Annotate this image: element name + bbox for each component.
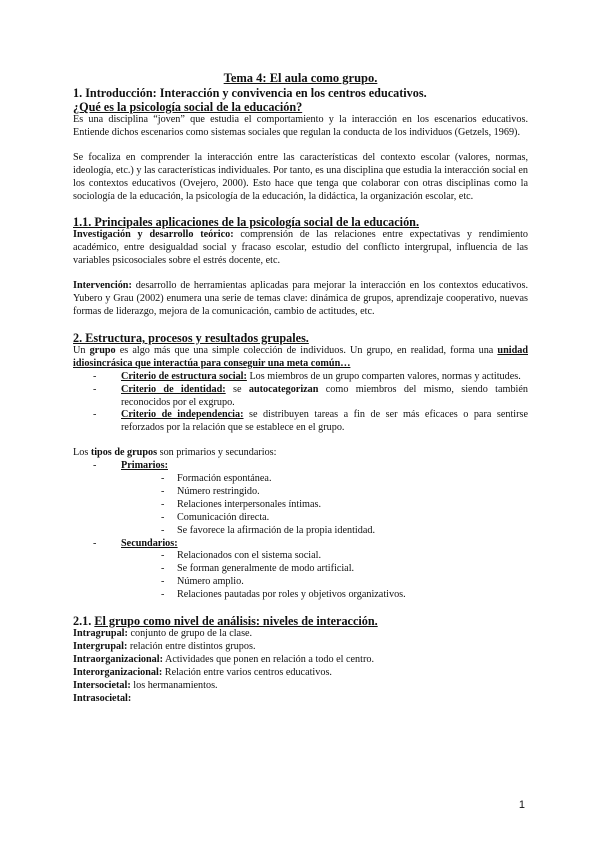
section-2-1-heading — [73, 614, 528, 628]
level-label: Intragrupal: — [73, 628, 128, 640]
criterion-text: como miembros del mismo, siendo también reconocidos por el exgrupo. — [121, 383, 529, 408]
level-label: Intraorganizacional: — [73, 653, 163, 665]
section-2-heading: 2. Estructura, procesos y resultados grupales. — [73, 330, 309, 345]
investigation-text: comprensión de las relaciones entre expectativas y rendimiento académico, entre desigualdad social y fracaso escolar, estudio del conflicto intergrupal, influencia de las variables psicosociales sobre el estrés docente, etc. — [73, 229, 528, 267]
list-item: - Número amplio. — [161, 576, 528, 589]
types-term: tipos de grupos — [90, 447, 158, 459]
list-item — [73, 680, 528, 693]
secondary-groups-label: Secundarios: — [121, 537, 178, 549]
document-page — [73, 71, 528, 706]
section-1-paragraph-2: Se focaliza en comprender la interacción entre las características del contexto escolar (valores, normas, ideología, etc.) y las características individuales. Por tanto, es una disciplina que estudia la interacción social en los contextos educativos (Ovejero, 2000). Esto hace que tenga que colaborar con otras disciplinas como la sociología de la educación, la psicología de la educación, la didáctica, la organización escolar, etc. — [73, 151, 528, 202]
level-label: Intergrupal: — [73, 641, 128, 652]
group-unity-term: unidad idiosincrásica que interactúa para conseguir una meta común… — [73, 344, 529, 369]
types-text: Los — [73, 447, 91, 459]
level-label: Intersocietal: — [73, 679, 131, 691]
level-label: Interorganizacional: — [73, 666, 163, 678]
criterion-text: se distribuyen tareas a fin de ser más eficaces o para sentirse reforzados por la relación que se establece en el grupo. — [121, 409, 528, 434]
secondary-groups-list — [121, 550, 528, 602]
list-item — [73, 693, 528, 706]
list-item — [73, 654, 528, 667]
investigation-paragraph — [73, 229, 528, 268]
list-item: - Se favorece la afirmación de la propia identidad. — [161, 525, 528, 538]
group-definition-text: es algo más que una simple colección de individuos. Un grupo, en realidad, forma una — [115, 344, 498, 356]
list-item — [107, 384, 528, 410]
level-label: Intrasocietal: — [73, 692, 132, 704]
group-definition-text: Un — [73, 344, 90, 356]
list-item — [107, 371, 528, 384]
criteria-list — [73, 371, 528, 436]
level-text: relación entre distintos grupos. — [127, 641, 256, 652]
list-item: - Se forman generalmente de modo artificial. — [161, 563, 528, 576]
intervention-label: Intervención: — [73, 280, 132, 292]
group-types-list — [73, 460, 528, 602]
level-text: Actividades que ponen en relación a todo el centro. — [162, 653, 375, 665]
section-1-heading: 1. Introducción: Interacción y convivencia en los centros educativos. — [73, 86, 427, 100]
criterion-label: Criterio de identidad: — [121, 383, 226, 395]
types-text: son primarios y secundarios: — [157, 447, 277, 459]
interaction-levels — [73, 628, 528, 705]
criterion-text: se — [225, 383, 249, 395]
document-title: Tema 4: El aula como grupo. — [223, 71, 378, 85]
group-term: grupo — [89, 344, 116, 356]
list-item: - Comunicación directa. — [161, 512, 528, 525]
criterion-label: Criterio de independencia: — [121, 409, 244, 421]
list-item — [107, 409, 528, 435]
section-1-paragraph-1: Es una disciplina “joven” que estudia el comportamiento y la interacción en los escenarios educativos. Entiende dichos escenarios como sistemas sociales que regulan la conducta de los individuos (Getzels, 1969). — [73, 114, 528, 138]
criterion-bold-term: autocategorizan — [248, 383, 319, 395]
section-2-1-number: 2.1. — [73, 614, 95, 629]
section-1-1-heading: 1.1. Principales aplicaciones de la psicología social de la educación. — [73, 215, 419, 230]
level-text: Relación entre varios centros educativos. — [162, 666, 332, 678]
list-item — [107, 538, 528, 603]
intervention-paragraph — [73, 280, 528, 319]
list-item — [73, 667, 528, 680]
list-item: - Relaciones interpersonales íntimas. — [161, 499, 528, 512]
section-1-question: ¿Qué es la psicología social de la educación? — [73, 100, 303, 114]
level-text: los hermanamientos. — [130, 679, 218, 691]
level-text: conjunto de grupo de la clase. — [127, 628, 253, 640]
intervention-text: desarrollo de herramientas aplicadas para mejorar la interacción en los contextos educativos. Yubero y Grau (2002) enumera una serie de temas clave: dinámica de grupos, aprendizaje cooperativo, nuevas formas de liderazgo, mejora de la comunicación, cambio de actitudes, etc. — [73, 280, 528, 317]
list-item: - Formación espontánea. — [161, 473, 528, 486]
criterion-text: Los miembros de un grupo comparten valores, normas y actitudes. — [246, 370, 521, 382]
investigation-label: Investigación y desarrollo teórico: — [73, 229, 234, 241]
list-item — [107, 460, 528, 537]
list-item: - Número restringido. — [161, 486, 528, 499]
primary-groups-list — [121, 473, 528, 538]
list-item — [73, 628, 528, 641]
page-number: 1 — [518, 799, 525, 811]
criterion-label: Criterio de estructura social: — [121, 370, 247, 382]
primary-groups-label: Primarios: — [121, 460, 168, 472]
group-definition — [73, 345, 528, 371]
list-item: - Relacionados con el sistema social. — [161, 550, 528, 563]
group-types-intro — [73, 447, 528, 460]
list-item: - Relaciones pautadas por roles y objetivos organizativos. — [161, 589, 528, 602]
section-2-1-title: El grupo como nivel de análisis: niveles de interacción. — [94, 614, 378, 629]
list-item — [73, 641, 528, 654]
